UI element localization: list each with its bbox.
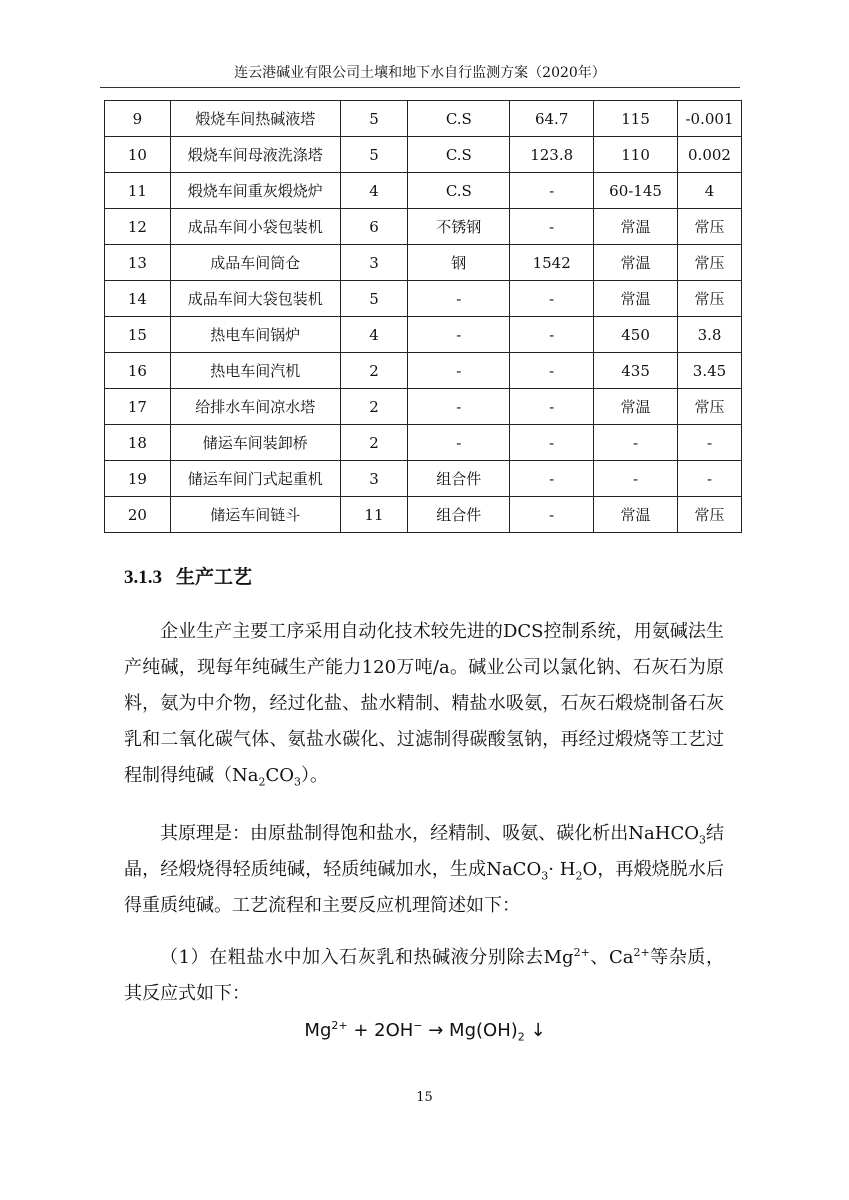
table-cell: 3: [340, 245, 408, 281]
table-cell: 储运车间门式起重机: [170, 461, 340, 497]
reaction-formula: [300, 1019, 550, 1044]
table-row: [105, 461, 742, 497]
table-cell: 常压: [677, 281, 741, 317]
table-cell: -: [677, 425, 741, 461]
page-number: 15: [416, 1090, 433, 1105]
table-row: [105, 209, 742, 245]
table-cell: 热电车间锅炉: [170, 317, 340, 353]
superscript: 2+: [573, 946, 590, 959]
table-cell: 2: [340, 425, 408, 461]
subscript: 2: [517, 1030, 525, 1044]
table-row: [105, 353, 742, 389]
table-cell: 450: [594, 317, 678, 353]
table-cell: 9: [105, 101, 171, 137]
table-cell: -: [408, 353, 510, 389]
text-run: 等杂质，其反应式如下：: [124, 947, 725, 1004]
table-cell: 18: [105, 425, 171, 461]
table-cell: 11: [105, 173, 171, 209]
formula-run: Mg: [304, 1020, 332, 1041]
table-cell: -: [510, 389, 594, 425]
table-cell: C.S: [408, 173, 510, 209]
table-cell: 17: [105, 389, 171, 425]
table-cell: 0.002: [677, 137, 741, 173]
table-cell: 常温: [594, 281, 678, 317]
table-cell: 64.7: [510, 101, 594, 137]
table-row: [105, 389, 742, 425]
running-header: 连云港碱业有限公司土壤和地下水自行监测方案（2020年）: [234, 65, 606, 81]
table-cell: -: [510, 353, 594, 389]
table-cell: 3.8: [677, 317, 741, 353]
subscript: 3: [698, 833, 706, 847]
superscript: 2+: [331, 1019, 348, 1032]
table-cell: C.S: [408, 137, 510, 173]
table-cell: 13: [105, 245, 171, 281]
table-cell: 4: [677, 173, 741, 209]
table-row: [105, 245, 742, 281]
table-cell: -: [408, 425, 510, 461]
table-cell: 常温: [594, 497, 678, 533]
table-cell: 16: [105, 353, 171, 389]
table-cell: 19: [105, 461, 171, 497]
table-cell: 2: [340, 353, 408, 389]
table-cell: 热电车间汽机: [170, 353, 340, 389]
table-cell: 20: [105, 497, 171, 533]
superscript: 2+: [633, 946, 650, 959]
table-cell: -: [594, 461, 678, 497]
table-cell: 不锈钢: [408, 209, 510, 245]
table-cell: 给排水车间凉水塔: [170, 389, 340, 425]
table-cell: C.S: [408, 101, 510, 137]
table-cell: -: [510, 497, 594, 533]
table-cell: -: [510, 425, 594, 461]
table-cell: 常压: [677, 389, 741, 425]
formula-run: → Mg(OH): [422, 1020, 518, 1041]
table-cell: 常压: [677, 245, 741, 281]
table-cell: 10: [105, 137, 171, 173]
table-cell: 3: [340, 461, 408, 497]
table-cell: 1542: [510, 245, 594, 281]
text-run: 结晶，经煅烧得轻质纯碱，轻质纯碱加水，生成NaCO: [124, 823, 724, 880]
text-run: 其原理是：由原盐制得饱和盐水，经精制、吸氨、碳化析出NaHCO: [160, 823, 699, 844]
table-cell: 12: [105, 209, 171, 245]
table-cell: -: [408, 317, 510, 353]
table-cell: 成品车间筒仓: [170, 245, 340, 281]
superscript: −: [413, 1019, 423, 1032]
equipment-table-body: [105, 101, 742, 533]
table-cell: 常压: [677, 209, 741, 245]
table-cell: 煅烧车间母液洗涤塔: [170, 137, 340, 173]
table-row: [105, 497, 742, 533]
table-cell: 常温: [594, 209, 678, 245]
table-cell: 成品车间小袋包装机: [170, 209, 340, 245]
table-cell: -: [510, 209, 594, 245]
table-cell: 115: [594, 101, 678, 137]
text-run: O，再煅烧脱水后得重质纯碱。工艺流程和主要反应机理简述如下：: [124, 859, 725, 916]
table-cell: 4: [340, 173, 408, 209]
equipment-table: [104, 100, 742, 533]
table-cell: 储运车间装卸桥: [170, 425, 340, 461]
table-cell: 6: [340, 209, 408, 245]
paragraph-step-1: [124, 940, 724, 1012]
paragraph-principle: [124, 816, 724, 924]
table-cell: 110: [594, 137, 678, 173]
subscript: 3: [294, 775, 302, 789]
table-cell: -: [510, 173, 594, 209]
section-title: 生产工艺: [176, 566, 253, 588]
table-cell: 钢: [408, 245, 510, 281]
subscript: 2: [575, 869, 583, 883]
table-cell: 常温: [594, 245, 678, 281]
table-cell: 60-145: [594, 173, 678, 209]
table-cell: 3.45: [677, 353, 741, 389]
table-cell: 11: [340, 497, 408, 533]
table-row: [105, 101, 742, 137]
table-cell: -: [408, 281, 510, 317]
table-row: [105, 137, 742, 173]
section-heading: [124, 562, 252, 589]
formula-run: + 2OH: [347, 1020, 414, 1041]
table-cell: 组合件: [408, 497, 510, 533]
table-cell: -: [408, 389, 510, 425]
table-cell: 组合件: [408, 461, 510, 497]
table-cell: 常温: [594, 389, 678, 425]
table-cell: 煅烧车间重灰煅烧炉: [170, 173, 340, 209]
formula-run: ↓: [524, 1020, 546, 1041]
table-cell: -: [510, 317, 594, 353]
table-row: [105, 317, 742, 353]
text-run: 企业生产主要工序采用自动化技术较先进的DCS控制系统，用氨碱法生产纯碱，现每年纯碱生产能力120万吨/a。碱业公司以氯化钠、石灰石为原料，氨为中介物，经过化盐、盐水精制、精盐水吸氨，石灰石煅烧制备石灰乳和二氧化碳气体、氨盐水碳化、过滤制得碳酸氢钠，再经过煅烧等工艺过程制得纯碱（Na: [124, 621, 724, 786]
header-divider: [100, 87, 740, 88]
table-cell: 5: [340, 281, 408, 317]
table-cell: 煅烧车间热碱液塔: [170, 101, 340, 137]
text-run: 、Ca: [589, 947, 634, 968]
table-cell: 15: [105, 317, 171, 353]
table-cell: 435: [594, 353, 678, 389]
text-run: ）。: [301, 765, 329, 786]
table-cell: 5: [340, 101, 408, 137]
table-cell: -: [510, 461, 594, 497]
table-cell: 5: [340, 137, 408, 173]
subscript: 3: [541, 869, 549, 883]
table-cell: 储运车间链斗: [170, 497, 340, 533]
paragraph-process-overview: [124, 614, 724, 794]
table-row: [105, 281, 742, 317]
table-cell: 2: [340, 389, 408, 425]
subscript: 2: [258, 775, 266, 789]
table-row: [105, 173, 742, 209]
table-cell: 成品车间大袋包装机: [170, 281, 340, 317]
table-cell: 4: [340, 317, 408, 353]
table-cell: -: [677, 461, 741, 497]
table-cell: 常压: [677, 497, 741, 533]
text-run: CO: [265, 765, 295, 786]
section-number: 3.1.3: [124, 567, 162, 588]
table-cell: 123.8: [510, 137, 594, 173]
table-cell: -0.001: [677, 101, 741, 137]
table-cell: -: [510, 281, 594, 317]
table-cell: 14: [105, 281, 171, 317]
text-run: · H: [548, 859, 576, 880]
text-run: （1）在粗盐水中加入石灰乳和热碱液分别除去Mg: [160, 947, 574, 968]
table-row: [105, 425, 742, 461]
table-cell: -: [594, 425, 678, 461]
